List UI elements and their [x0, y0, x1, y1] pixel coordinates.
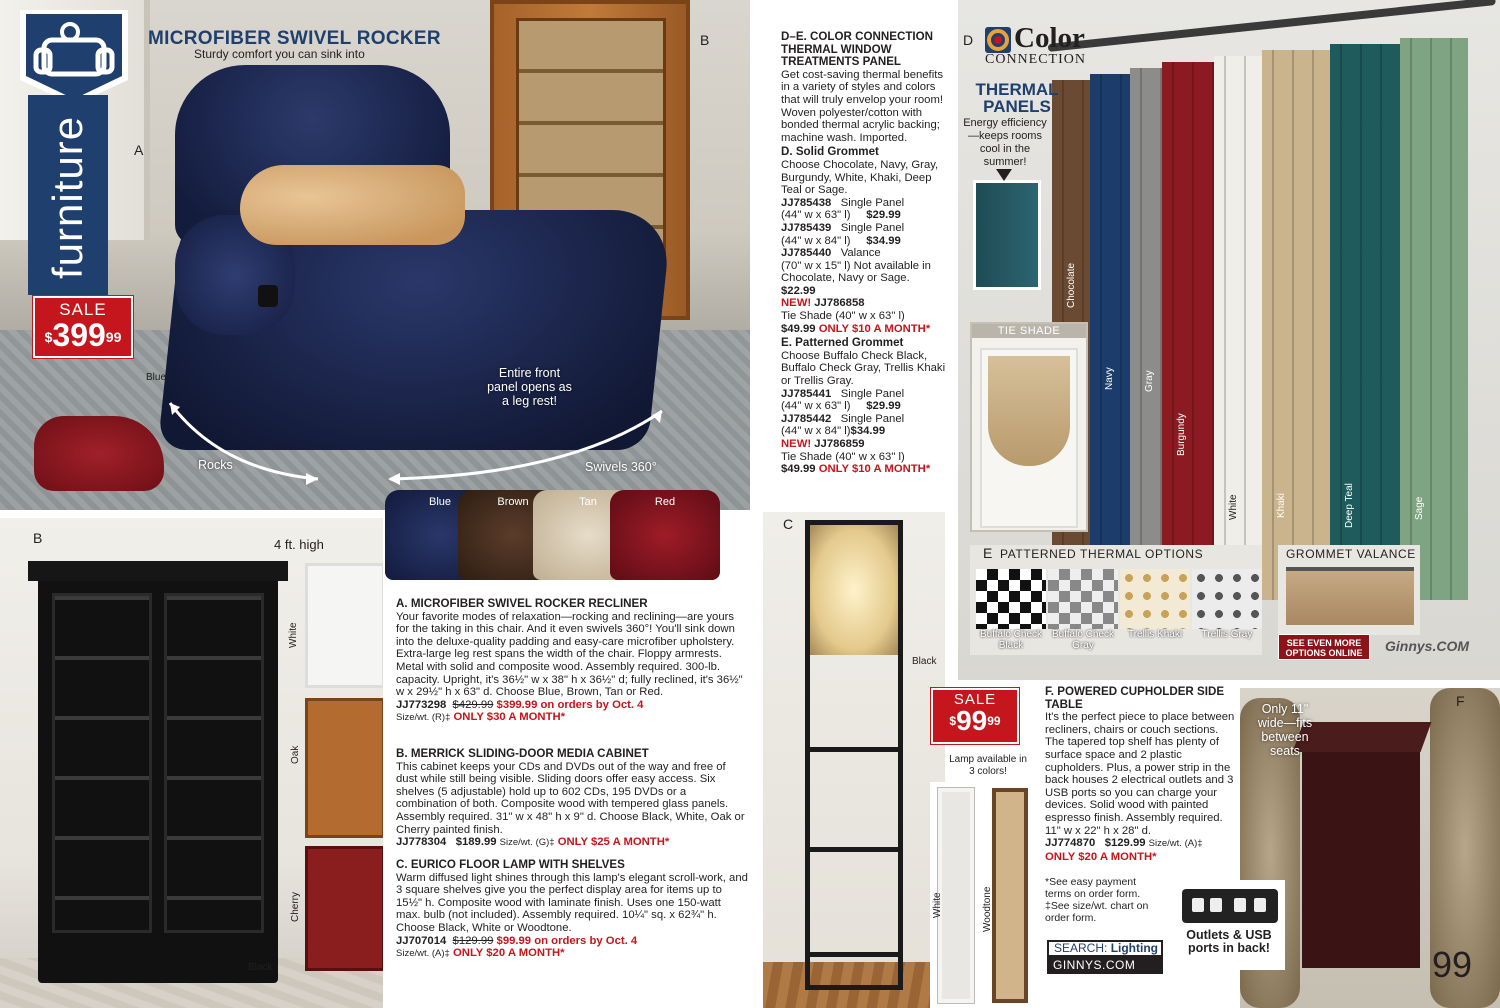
- product-e-price: $34.99: [850, 425, 886, 438]
- product-a-description: [396, 598, 748, 725]
- product-b-description: [396, 748, 748, 850]
- footnotes: [1045, 876, 1165, 924]
- product-e-new-badge: NEW!: [781, 438, 812, 450]
- curtain-color-label: Khaki: [1276, 492, 1287, 518]
- item-letter-f: F: [1456, 693, 1465, 709]
- curtain-color-label: Navy: [1104, 367, 1115, 390]
- thermal-title: THERMAL PANELS: [975, 80, 1059, 116]
- item-letter-a: A: [134, 142, 144, 158]
- search-term: Lighting: [1110, 941, 1159, 955]
- product-c-sale-price: $99.99 on orders by Oct. 4: [496, 934, 638, 947]
- curtain-panel-deep-teal: [1330, 44, 1404, 600]
- patterned-label: PATTERNED THERMAL OPTIONS: [1000, 547, 1204, 561]
- product-e-name: Single Panel: [840, 412, 905, 425]
- grommet-valance-box: [1278, 545, 1420, 635]
- product-e-tie-price: $49.99: [781, 463, 816, 476]
- sale-tag-recliner: [33, 296, 133, 358]
- search-site: GINNYS.COM: [1053, 958, 1136, 972]
- pattern-buffalo-black[interactable]: [976, 569, 1046, 651]
- product-d-tie-price: $49.99: [781, 322, 816, 335]
- product-f-body: It's the perfect piece to place between recliners, chairs or couch sections. The tapered top shelf has plenty of surface space and 2 plastic cupholders. Plus, a power strip in the back houses 2 electrical outlets and 3 USB ports so you can charge your devices. Solid wood with painted espresso finish. Assembly required. 11" w x 22" h x 28" d.: [1045, 711, 1235, 837]
- media-cabinet-photo: [0, 518, 383, 1008]
- outlets-inset: [1173, 880, 1285, 970]
- sale-cents: 99: [987, 714, 1001, 728]
- product-b-size-note: Size/wt. (G)‡: [499, 837, 555, 849]
- valance-photo: [1286, 567, 1414, 625]
- item-letter-c: C: [783, 516, 794, 532]
- sale-tag-lamp: [931, 688, 1019, 744]
- product-b-monthly: ONLY $25 A MONTH*: [557, 836, 670, 849]
- curtain-panel-burgundy: [1162, 62, 1216, 600]
- product-a-sku: JJ773298: [396, 698, 447, 711]
- lamp-color-label: Black: [912, 656, 937, 667]
- brand-name-top: Color: [1014, 22, 1085, 54]
- product-d-valance-price: $22.99: [781, 284, 816, 297]
- section-tab: [28, 95, 108, 295]
- oak-cabinet-thumb: [305, 698, 383, 838]
- search-label: SEARCH:: [1054, 941, 1108, 955]
- finish-label-cherry: Cherry: [290, 891, 301, 922]
- thermal-swatch-photo: [973, 180, 1041, 290]
- product-c-body: Warm diffused light shines through this lamp's elegant scroll-work, and 3 square shelves give you the perfect display area for items up to 15½" h. Composite wood with laminate finish. Uses one 150-watt max. bulb (not included). Assembly required. 10¼" sq. x 62¾" h. Choose Black, White or Woodtone.: [396, 871, 748, 934]
- product-de-body: Get cost-saving thermal benefits in a variety of styles and colors that will truly envelop your room! Woven polyester/cotton with bonded thermal acrylic backing; machine wash. Imported.: [781, 68, 943, 144]
- pattern-label: Trellis Gray: [1201, 629, 1253, 640]
- lamp-white-thumb: [938, 788, 974, 1003]
- product-c-sku: JJ707014: [396, 934, 447, 947]
- rocks-arc-arrow-icon: [160, 395, 330, 485]
- curtain-panel-navy: [1090, 74, 1132, 600]
- product-b-body: This cabinet keeps your CDs and DVDs out of the way and free of dust while still being visible. Sliding doors offer easy access. Six shelves (5 adjustable) hold up to 602 CDs, 195 DVDs or a combination of both. Composite wood with tempered glass panels. Assembly required. 31" w x 48" h x 9" d. Choose Black, White, Oak or Cherry painted finish.: [396, 760, 745, 836]
- product-de-heading: D–E. COLOR CONNECTION THERMAL WINDOW TREATMENTS PANEL: [781, 30, 934, 69]
- product-d-valance-note: (70" w x 15" l) Not available in Chocolate, Navy or Sage.: [781, 259, 931, 285]
- product-e-size: (44" w x 84" l): [781, 425, 851, 438]
- outlets-note: Outlets & USB ports in back!: [1186, 928, 1272, 955]
- swatch-label: Tan: [579, 496, 597, 508]
- product-c-description: [396, 859, 748, 961]
- product-b-sku: JJ778304: [396, 836, 447, 849]
- product-e-heading: E. Patterned Grommet: [781, 336, 904, 350]
- curtain-color-label: Deep Teal: [1344, 483, 1355, 528]
- curtain-color-label: Burgundy: [1176, 413, 1187, 456]
- color-connection-logo-icon: [985, 27, 1011, 53]
- pattern-label: Buffalo Check Gray: [1051, 629, 1115, 651]
- swatch-label: Red: [654, 496, 676, 508]
- patterned-options-bar: [970, 545, 1262, 655]
- product-a-sale-price: $399.99 on orders by Oct. 4: [496, 698, 644, 711]
- cherry-cabinet-thumb: [305, 846, 383, 971]
- product-d-size: (44" w x 63" l): [781, 209, 851, 222]
- ginnys-logo: Ginnys.COM: [1385, 638, 1470, 654]
- footnote-size: ‡See size/wt. chart on order form.: [1045, 900, 1149, 924]
- item-letter-e: E: [983, 545, 993, 561]
- callout-rocks: Rocks: [198, 458, 233, 472]
- product-c-size-note: Size/wt. (A)‡: [396, 948, 450, 960]
- tie-shade-window: [980, 348, 1078, 528]
- product-d-sku: JJ785438: [781, 196, 832, 209]
- tie-shade-label: TIE SHADE: [972, 324, 1086, 338]
- curtain-panel-white: [1214, 56, 1264, 600]
- see-more-online-button[interactable]: SEE EVEN MORE OPTIONS ONLINE: [1278, 634, 1370, 660]
- lamp-available-note: Lamp available in 3 colors!: [946, 754, 1030, 778]
- sale-label: SALE: [953, 691, 997, 708]
- floor-lamp-photo: [763, 512, 945, 1008]
- pattern-trellis-gray[interactable]: [1192, 569, 1262, 640]
- section-tab-label: furniture: [44, 115, 91, 279]
- finish-label-oak: Oak: [290, 745, 301, 764]
- product-e-colors: Choose Buffalo Check Black, Buffalo Check Gray, Trellis Khaki or Trellis Gray.: [781, 349, 946, 388]
- footnote-payment: *See easy payment terms on order form.: [1045, 876, 1141, 900]
- item-letter-b-hero: B: [700, 32, 710, 48]
- curtain-panel-gray: [1130, 68, 1166, 600]
- hero-subtitle: Sturdy comfort you can sink into: [194, 47, 365, 61]
- finish-label-black: Black: [248, 962, 273, 973]
- finish-label-white: White: [288, 622, 299, 648]
- product-f-monthly: ONLY $20 A MONTH*: [1045, 850, 1157, 863]
- pattern-label: Buffalo Check Black: [979, 629, 1043, 651]
- white-cabinet-thumb: [305, 563, 383, 688]
- curtain-panel-khaki: [1262, 50, 1332, 600]
- furniture-chair-logo-icon: [20, 10, 128, 105]
- product-a-body: Your favorite modes of relaxation—rocking and reclining—are yours for the taking in this chair. And it even swivels 360°! You'll sink down into the deluxe-quality padding and easy-care microfiber upholstery. Extra-large leg rest spans the width of the chair. Floppy armrests. Metal with solid and composite wood. Assembly required. 300-lb. capacity. Upright, it's 36½" w x 38" h x 36½" d; fully reclined, it's 36½" w x 29½" h x 63" d. Choose Blue, Brown, Tan or Red.: [396, 610, 743, 699]
- item-letter-b: B: [33, 530, 43, 546]
- down-arrow-icon: [996, 169, 1012, 181]
- recline-handle: [258, 285, 278, 307]
- product-f-size-note: Size/wt. (A)‡: [1148, 838, 1203, 850]
- product-e-sku: JJ785441: [781, 387, 832, 400]
- curtain-color-label: Gray: [1144, 370, 1155, 392]
- side-table: [1302, 728, 1420, 968]
- pattern-label: Trellis Khaki: [1127, 629, 1183, 640]
- thermal-subtitle: Energy efficiency —keeps rooms cool in the summer!: [963, 117, 1047, 168]
- swatch-label: Brown: [497, 496, 529, 508]
- lamp-finish-white: White: [932, 892, 943, 918]
- product-a-monthly: ONLY $30 A MONTH*: [453, 711, 566, 724]
- red-inset-color-label: Blue: [146, 372, 167, 383]
- product-c-old-price: $129.99: [452, 934, 494, 947]
- product-d-name: Single Panel: [840, 196, 905, 209]
- sale-whole: 99: [956, 705, 988, 736]
- pattern-buffalo-gray[interactable]: [1048, 569, 1118, 651]
- red-recliner-inset: [34, 416, 164, 491]
- product-c-heading: C. EURICO FLOOR LAMP WITH SHELVES: [396, 858, 625, 871]
- grommet-valance-label: GROMMET VALANCE: [1286, 547, 1416, 561]
- dog: [240, 165, 465, 245]
- product-e-name: Single Panel: [840, 387, 905, 400]
- product-e-tie-monthly: ONLY $10 A MONTH*: [818, 463, 931, 476]
- brand-name-bottom: CONNECTION: [985, 52, 1086, 67]
- product-d-valance-name: Valance: [840, 247, 881, 260]
- product-d-valance-sku: JJ785440: [781, 247, 832, 260]
- callout-swivels: Swivels 360°: [585, 460, 657, 474]
- sale-dollar: $: [44, 329, 53, 345]
- tie-shade-inset: [970, 322, 1088, 532]
- product-a-heading: A. MICROFIBER SWIVEL ROCKER RECLINER: [396, 597, 648, 610]
- product-a-old-price: $429.99: [452, 698, 494, 711]
- product-b-heading: B. MERRICK SLIDING-DOOR MEDIA CABINET: [396, 747, 649, 760]
- curtain-panel-sage: [1400, 38, 1468, 600]
- product-d-sku: JJ785439: [781, 221, 832, 234]
- product-f-heading: F. POWERED CUPHOLDER SIDE TABLE: [1045, 685, 1225, 711]
- product-d-name: Single Panel: [840, 221, 905, 234]
- product-d-new-badge: NEW!: [781, 297, 812, 310]
- product-c-monthly: ONLY $20 A MONTH*: [453, 947, 565, 960]
- product-f-description: [1045, 686, 1235, 863]
- curtain-color-label: White: [1228, 494, 1239, 520]
- product-b-price: $189.99: [455, 836, 497, 849]
- black-media-cabinet: [38, 573, 278, 983]
- product-d-price: $34.99: [866, 234, 901, 247]
- product-e-tie-desc: Tie Shade (40" w x 63" l): [781, 450, 905, 463]
- curtain-color-label: Chocolate: [1066, 262, 1077, 308]
- product-d-colors: Choose Chocolate, Navy, Gray, Burgundy, White, Khaki, Deep Teal or Sage.: [781, 158, 939, 197]
- product-d-price: $29.99: [866, 209, 901, 222]
- pattern-trellis-khaki[interactable]: [1120, 569, 1190, 640]
- product-d-tie-monthly: ONLY $10 A MONTH*: [818, 322, 931, 335]
- product-d-tie-desc: Tie Shade (40" w x 63" l): [781, 310, 905, 323]
- curtain-color-label: Sage: [1414, 496, 1425, 520]
- lamp-frame: [805, 520, 903, 990]
- product-e-tie-sku: JJ786859: [814, 438, 865, 450]
- product-d-tie-sku: JJ786858: [814, 297, 865, 310]
- product-e-sku: JJ785442: [781, 412, 832, 425]
- search-box[interactable]: [1047, 940, 1163, 974]
- item-letter-d: D: [963, 32, 974, 48]
- product-e-price: $29.99: [866, 400, 901, 413]
- product-f-price: $129.99: [1104, 837, 1146, 850]
- hero-title: MICROFIBER SWIVEL ROCKER: [148, 28, 441, 49]
- product-e-size: (44" w x 63" l): [781, 400, 851, 413]
- product-d-heading: D. Solid Grommet: [781, 145, 879, 159]
- sale-cents: 99: [105, 329, 122, 345]
- callout-width: Only 11" wide—fits between seats: [1257, 702, 1313, 758]
- callout-leg-rest: Entire front panel opens as a leg rest!: [487, 366, 572, 408]
- product-de-description: [781, 31, 946, 476]
- lamp-woodtone-thumb: [992, 788, 1028, 1003]
- page-number: 99: [1432, 944, 1473, 985]
- sale-dollar: $: [949, 714, 957, 728]
- sale-label: SALE: [59, 300, 107, 319]
- sale-whole: 399: [52, 317, 106, 353]
- lamp-finish-woodtone: Woodtone: [982, 886, 993, 932]
- power-strip-icon: [1182, 889, 1278, 923]
- product-f-sku: JJ774870: [1045, 837, 1096, 850]
- swatch-red[interactable]: [610, 490, 720, 580]
- product-a-size-note: Size/wt. (R)‡: [396, 712, 451, 724]
- swatch-label: Blue: [428, 496, 452, 508]
- height-note: 4 ft. high: [274, 537, 324, 552]
- product-d-size: (44" w x 84" l): [781, 234, 851, 247]
- tie-shade-fabric: [988, 356, 1070, 466]
